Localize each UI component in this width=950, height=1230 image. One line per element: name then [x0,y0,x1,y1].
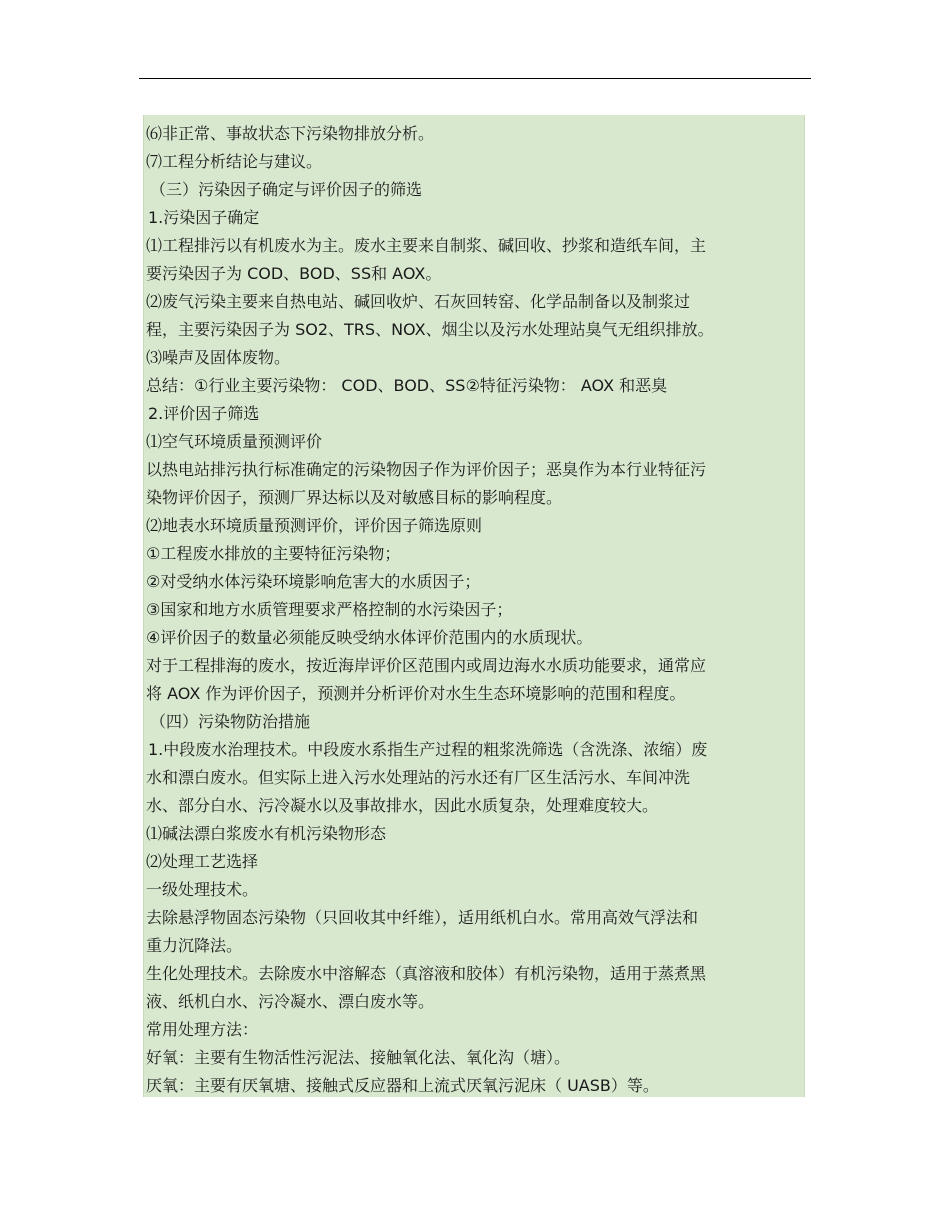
text-line: ⑴空气环境质量预测评价 [146,432,323,451]
text-line: ⑹非正常、事故状态下污染物排放分析。 [146,124,435,143]
text-line: 液、纸机白水、污冷凝水、漂白废水等。 [146,992,435,1011]
text-line: 一级处理技术。 [146,880,259,899]
text-line: 1.中段废水治理技术。中段废水系指生产过程的粗浆洗筛选（含洗涤、浓缩）废 [148,740,708,759]
text-line: ⑶噪声及固体废物。 [146,348,291,367]
text-line: 水和漂白废水。但实际上进入污水处理站的污水还有厂区生活污水、车间冲洗 [146,768,691,787]
text-line: ⑵地表水环境质量预测评价，评价因子筛选原则 [146,516,483,535]
section-heading: （三）污染因子确定与评价因子的筛选 [150,180,423,199]
text-line: 厌氧：主要有厌氧塘、接触式反应器和上流式厌氧污泥床（ UASB）等。 [146,1076,659,1095]
text-line: ⑺工程分析结论与建议。 [146,152,323,171]
text-line: 将 AOX 作为评价因子，预测并分析评价对水生生态环境影响的范围和程度。 [146,684,686,703]
text-line: ②对受纳水体污染环境影响危害大的水质因子； [146,572,481,591]
text-line: 好氧：主要有生物活性污泥法、接触氧化法、氧化沟（塘）。 [146,1048,571,1067]
text-line: 对于工程排海的废水，按近海岸评价区范围内或周边海水水质功能要求，通常应 [146,656,707,675]
subsection-heading: 1.污染因子确定 [148,208,260,227]
text-line: 以热电站排污执行标准确定的污染物因子作为评价因子；恶臭作为本行业特征污 [146,460,707,479]
text-line: 程，主要污染因子为 SO2、TRS、NOX、烟尘以及污水处理站臭气无组织排放。 [146,320,714,339]
text-line: ④评价因子的数量必须能反映受纳水体评价范围内的水质现状。 [146,628,593,647]
text-line: ⑵处理工艺选择 [146,852,259,871]
text-line: ⑵废气污染主要来自热电站、碱回收炉、石灰回转窑、化学品制备以及制浆过 [146,292,691,311]
text-line: 水、部分白水、污冷凝水以及事故排水，因此水质复杂，处理难度较大。 [146,796,659,815]
document-body [143,115,805,1097]
text-line: 要污染因子为 COD、BOD、SS和 AOX。 [146,264,442,283]
text-line: ⑴工程排污以有机废水为主。废水主要来自制浆、碱回收、抄浆和造纸车间，主 [146,236,707,255]
text-line: ①工程废水排放的主要特征污染物； [146,544,401,563]
text-line: 生化处理技术。去除废水中溶解态（真溶液和胶体）有机污染物，适用于蒸煮黑 [146,964,707,983]
subsection-heading: 2.评价因子筛选 [148,404,260,423]
text-line: 总结：①行业主要污染物： COD、BOD、SS②特征污染物： AOX 和恶臭 [146,376,668,395]
text-line: 去除悬浮物固态污染物（只回收其中纤维），适用纸机白水。常用高效气浮法和 [146,908,699,927]
text-line: 常用处理方法： [146,1020,259,1039]
text-line: 染物评价因子，预测厂界达标以及对敏感目标的影响程度。 [146,488,563,507]
text-line: ⑴碱法漂白浆废水有机污染物形态 [146,824,387,843]
text-line: 重力沉降法。 [146,936,243,955]
header-rule [139,78,811,79]
section-heading: （四）污染物防治措施 [150,712,311,731]
text-line: ③国家和地方水质管理要求严格控制的水污染因子； [146,600,513,619]
